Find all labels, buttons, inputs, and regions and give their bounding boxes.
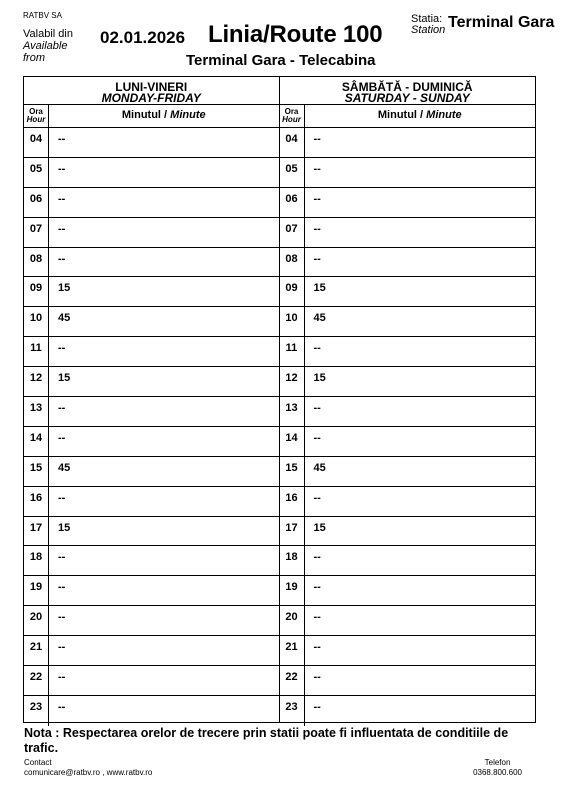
hour-cell: 23 bbox=[280, 696, 305, 726]
table-row bbox=[280, 188, 536, 218]
minute-column-label bbox=[305, 105, 536, 127]
minutes-cell: -- bbox=[313, 162, 321, 175]
hour-cell: 18 bbox=[24, 546, 49, 575]
minutes-cell: -- bbox=[313, 700, 321, 713]
minutes-cell: -- bbox=[313, 342, 321, 355]
hour-label-ro: Ora bbox=[284, 107, 299, 116]
minute-column-label bbox=[49, 105, 279, 127]
minutes-cell: -- bbox=[58, 671, 66, 684]
minute-label-ro: Minutul / bbox=[377, 109, 424, 121]
weekday-title-ro: LUNI-VINERI bbox=[115, 80, 188, 94]
table-row bbox=[280, 367, 536, 397]
table-row bbox=[280, 636, 536, 666]
hour-cell: 17 bbox=[280, 517, 305, 546]
minutes-cell: -- bbox=[58, 700, 66, 713]
minutes-cell: -- bbox=[58, 342, 66, 355]
hour-cell: 12 bbox=[24, 367, 49, 396]
minute-label-en: Minute bbox=[426, 109, 462, 121]
route-title: Linia/Route 100 bbox=[208, 21, 383, 48]
weekday-title-en: MONDAY-FRIDAY bbox=[101, 91, 201, 105]
minutes-cell: -- bbox=[313, 431, 321, 444]
station-label-en: Station bbox=[411, 24, 446, 36]
minutes-cell: -- bbox=[313, 252, 321, 265]
table-row bbox=[24, 218, 279, 248]
hour-cell: 11 bbox=[24, 337, 49, 366]
minutes-cell: -- bbox=[58, 222, 66, 235]
minutes-cell: -- bbox=[58, 551, 66, 564]
hour-cell: 04 bbox=[24, 128, 49, 157]
hour-cell: 22 bbox=[24, 666, 49, 695]
table-row bbox=[24, 427, 279, 457]
hour-cell: 23 bbox=[24, 696, 49, 726]
hour-cell: 19 bbox=[280, 576, 305, 605]
weekday-header bbox=[24, 77, 279, 105]
hour-column-label bbox=[24, 105, 49, 127]
table-row bbox=[24, 277, 279, 307]
weekday-table bbox=[24, 77, 280, 722]
hour-cell: 09 bbox=[24, 277, 49, 306]
minutes-cell: 15 bbox=[58, 282, 71, 295]
table-row bbox=[280, 576, 536, 606]
station-label bbox=[411, 14, 445, 36]
weekend-title-en: SATURDAY - SUNDAY bbox=[344, 91, 470, 105]
weekend-header bbox=[280, 77, 536, 105]
hour-cell: 05 bbox=[24, 158, 49, 187]
table-row bbox=[280, 128, 536, 158]
table-row bbox=[280, 248, 536, 278]
table-row bbox=[24, 576, 279, 606]
valid-from-label bbox=[23, 28, 73, 64]
hour-cell: 04 bbox=[280, 128, 305, 157]
minutes-cell: 45 bbox=[313, 461, 326, 474]
table-row bbox=[24, 696, 279, 726]
minutes-cell: -- bbox=[313, 581, 321, 594]
hour-cell: 21 bbox=[280, 636, 305, 665]
hour-cell: 17 bbox=[24, 517, 49, 546]
minutes-cell: -- bbox=[58, 431, 66, 444]
table-row bbox=[280, 277, 536, 307]
phone-info bbox=[473, 758, 522, 778]
table-row bbox=[24, 546, 279, 576]
table-row bbox=[280, 457, 536, 487]
minute-label-ro: Minutul / bbox=[121, 109, 168, 121]
hour-cell: 06 bbox=[24, 188, 49, 217]
minutes-cell: -- bbox=[58, 611, 66, 624]
table-row bbox=[280, 218, 536, 248]
phone-value: 0368.800.600 bbox=[473, 768, 522, 777]
minutes-cell: -- bbox=[313, 551, 321, 564]
weekend-rows bbox=[280, 128, 536, 726]
weekend-title-ro: SÂMBĂTĂ - DUMINICĂ bbox=[341, 80, 473, 94]
hour-cell: 12 bbox=[280, 367, 305, 396]
hour-cell: 19 bbox=[24, 576, 49, 605]
timetable bbox=[23, 76, 536, 723]
minutes-cell: -- bbox=[313, 133, 321, 145]
table-row bbox=[280, 546, 536, 576]
minutes-cell: 15 bbox=[58, 521, 71, 534]
hour-cell: 08 bbox=[24, 248, 49, 277]
table-row bbox=[24, 188, 279, 218]
hour-label-en: Hour bbox=[282, 115, 301, 124]
minutes-cell: -- bbox=[313, 491, 321, 504]
table-row bbox=[280, 427, 536, 457]
minutes-cell: -- bbox=[58, 192, 66, 205]
station-name: Terminal Gara bbox=[448, 14, 555, 31]
hour-cell: 07 bbox=[280, 218, 305, 247]
valid-from-en-1: Available bbox=[23, 40, 68, 52]
traffic-note: Nota : Respectarea orelor de trecere prin statii poate fi influentata de conditiile de trafic. bbox=[24, 726, 509, 755]
station-label-ro: Statia: bbox=[411, 13, 443, 25]
weekend-table bbox=[280, 77, 536, 722]
table-row bbox=[24, 158, 279, 188]
hour-cell: 18 bbox=[280, 546, 305, 575]
minutes-cell: 45 bbox=[58, 312, 71, 325]
hour-cell: 13 bbox=[24, 397, 49, 426]
table-row bbox=[24, 457, 279, 487]
table-row bbox=[280, 487, 536, 517]
valid-date: 02.01.2026 bbox=[100, 28, 186, 47]
hour-cell: 20 bbox=[280, 606, 305, 635]
table-row bbox=[24, 397, 279, 427]
minutes-cell: -- bbox=[58, 581, 66, 594]
hour-cell: 10 bbox=[24, 307, 49, 336]
hour-cell: 15 bbox=[24, 457, 49, 486]
table-row bbox=[280, 666, 536, 696]
valid-from-ro: Valabil din bbox=[23, 28, 73, 40]
minutes-cell: 15 bbox=[58, 372, 71, 385]
table-row bbox=[280, 158, 536, 188]
minutes-cell: -- bbox=[58, 641, 66, 654]
minute-label-en: Minute bbox=[170, 109, 206, 121]
hour-cell: 22 bbox=[280, 666, 305, 695]
hour-cell: 16 bbox=[280, 487, 305, 516]
minutes-cell: -- bbox=[313, 641, 321, 654]
minutes-cell: -- bbox=[58, 491, 66, 504]
table-row bbox=[24, 248, 279, 278]
hour-column-label bbox=[280, 105, 305, 127]
weekend-column-header bbox=[280, 105, 536, 128]
minutes-cell: -- bbox=[313, 671, 321, 684]
hour-cell: 09 bbox=[280, 277, 305, 306]
hour-cell: 13 bbox=[280, 397, 305, 426]
minutes-cell: -- bbox=[313, 611, 321, 624]
table-row bbox=[280, 397, 536, 427]
table-row bbox=[24, 666, 279, 696]
table-row bbox=[24, 337, 279, 367]
hour-cell: 10 bbox=[280, 307, 305, 336]
weekday-column-header bbox=[24, 105, 279, 128]
hour-label-ro: Ora bbox=[29, 107, 43, 116]
contact-info bbox=[24, 758, 152, 778]
minutes-cell: 15 bbox=[313, 282, 326, 295]
table-row bbox=[280, 307, 536, 337]
hour-cell: 14 bbox=[24, 427, 49, 456]
minutes-cell: -- bbox=[58, 252, 66, 265]
hour-cell: 20 bbox=[24, 606, 49, 635]
hour-cell: 16 bbox=[24, 487, 49, 516]
minutes-cell: 15 bbox=[313, 521, 326, 534]
minutes-cell: 15 bbox=[313, 372, 326, 385]
phone-label: Telefon bbox=[484, 758, 511, 767]
hour-cell: 15 bbox=[280, 457, 305, 486]
table-row bbox=[280, 337, 536, 367]
valid-from-en-2: from bbox=[23, 52, 45, 64]
contact-value: comunicare@ratbv.ro , www.ratbv.ro bbox=[24, 768, 153, 777]
hour-cell: 14 bbox=[280, 427, 305, 456]
minutes-cell: -- bbox=[58, 133, 66, 145]
minutes-cell: 45 bbox=[58, 461, 71, 474]
hour-cell: 08 bbox=[280, 248, 305, 277]
hour-cell: 07 bbox=[24, 218, 49, 247]
weekday-rows bbox=[24, 128, 279, 726]
minutes-cell: -- bbox=[313, 192, 321, 205]
contact-label: Contact bbox=[24, 758, 52, 767]
hour-cell: 21 bbox=[24, 636, 49, 665]
route-endpoints: Terminal Gara - Telecabina bbox=[186, 52, 376, 69]
table-row bbox=[24, 307, 279, 337]
hour-cell: 06 bbox=[280, 188, 305, 217]
minutes-cell: -- bbox=[313, 222, 321, 235]
table-row bbox=[24, 487, 279, 517]
table-row bbox=[280, 696, 536, 726]
hour-cell: 05 bbox=[280, 158, 305, 187]
table-row bbox=[280, 606, 536, 636]
minutes-cell: 45 bbox=[313, 312, 326, 325]
table-row bbox=[280, 517, 536, 547]
minutes-cell: -- bbox=[58, 162, 66, 175]
table-row bbox=[24, 606, 279, 636]
minutes-cell: -- bbox=[313, 402, 321, 415]
table-row bbox=[24, 517, 279, 547]
hour-cell: 11 bbox=[280, 337, 305, 366]
company-name: RATBV SA bbox=[23, 11, 62, 20]
table-row bbox=[24, 636, 279, 666]
minutes-cell: -- bbox=[58, 402, 66, 415]
hour-label-en: Hour bbox=[26, 115, 46, 124]
table-row bbox=[24, 367, 279, 397]
table-row bbox=[24, 128, 279, 158]
